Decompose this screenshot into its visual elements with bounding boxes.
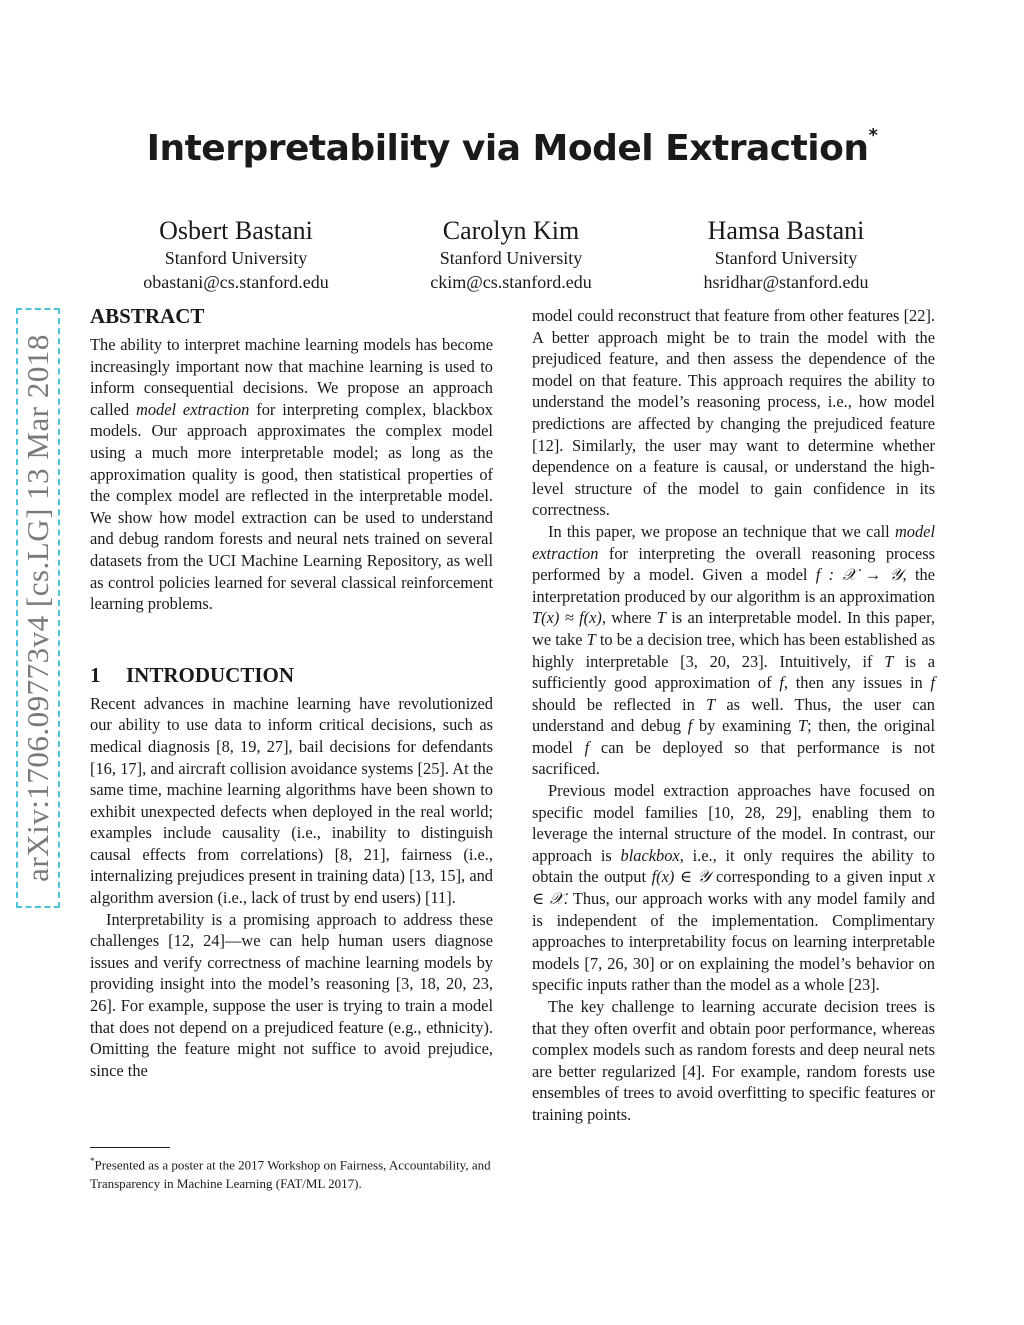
- section-number: 1: [90, 662, 101, 687]
- intro-paragraph-3: In this paper, we propose an technique that we call model extraction for interpreting the overall reasoning process performed by a model. Given a model f : 𝒳 → 𝒴, the interpretation produced by our algorithm is an approximation T(x) ≈ f(x), where T is an interpretable model. In this paper, we take T to be a decision tree, which has been established as highly interpretable [3, 20, 23]. Intuitively, if T is a sufficiently good approximation of f, then any issues in f should be reflected in T as well. Thus, the user can understand and debug f by examining T; then, the original model f can be deployed so that performance is not sacrificed.: [532, 521, 936, 779]
- intro-paragraph-5: The key challenge to learning accurate decision trees is that they often overfit and obtain poor performance, whereas complex models such as random forests and deep neural nets are better regularized [4]. For example, random forests use ensembles of trees to avoid overfitting to specific features or training points.: [532, 997, 935, 1124]
- abstract-paragraph: The ability to interpret machine learning models has become increasingly important now that machine learning is used to inform consequential decisions. We propose an approach called model extraction for interpreting complex, blackbox models. Our approach approximates the complex model using a much more interpretable model; as long as the approximation quality is good, then statistical properties of the complex model are reflected in the interpretable model. We show how model extraction can be used to understand and debug random forests and neural nets trained on several datasets from the UCI Machine Learning Repository, as well as control policies learned for several classical reinforcement learning problems.: [90, 335, 493, 614]
- author-block-2: [361, 216, 661, 294]
- author-email: hsridhar@stanford.edu: [703, 272, 869, 292]
- footnote-marker: *: [90, 1156, 95, 1166]
- left-column: [90, 302, 493, 1081]
- author-name: Carolyn Kim: [442, 216, 580, 245]
- intro-paragraph-4: Previous model extraction approaches have focused on specific model families [10, 28, 29], enabling them to leverage the internal structure of the model. In contrast, our approach is blackbox, i.e., it only requires the ability to obtain the output f(x) ∈ 𝒴 corresponding to a given input x ∈ 𝒳. Thus, our approach works with any model family and is independent of the implementation. Complimentary approaches to interpretability focus on learning interpretable models [7, 26, 30] or on explaining the model’s behavior on specific inputs rather than the model as a whole [23].: [532, 781, 936, 995]
- section-title: INTRODUCTION: [126, 662, 295, 687]
- right-column: [532, 305, 935, 1126]
- author-name: Hamsa Bastani: [707, 216, 865, 245]
- footnote-text: Presented as a poster at the 2017 Workshop on Fairness, Accountability, and Transparency in Machine Learning (FAT/ML 2017).: [90, 1157, 491, 1192]
- author-email: ckim@cs.stanford.edu: [430, 272, 592, 292]
- paper-title-block: [0, 125, 1024, 169]
- intro-paragraph-2: Interpretability is a promising approach to address these challenges [12, 24]—we can help human users diagnose issues and verify correctness of machine learning models by providing insight into the model’s reasoning [3, 18, 20, 23, 26]. For example, suppose the user is trying to train a model that does not depend on a prejudiced feature (e.g., ethnicity). Omitting the feature might not suffice to avoid prejudice, since the: [90, 909, 493, 1080]
- arxiv-identifier-stamp: [16, 308, 60, 908]
- paper-title: Interpretability via Model Extraction: [146, 128, 869, 169]
- abstract-heading: ABSTRACT: [90, 304, 205, 328]
- intro-paragraph-2-continued: model could reconstruct that feature from other features [22]. A better approach might be to train the model with the prejudiced feature, and then assess the dependence of the model on that feature. This approach requires the ability to understand the model’s reasoning process, i.e., how model predictions are affected by changing the prejudiced feature [12]. Similarly, the user may want to determine whether dependence on a feature is causal, or understand the high-level structure of the model to gain confidence in its correctness.: [532, 306, 935, 520]
- title-footnote-marker: *: [868, 125, 878, 146]
- author-affiliation: Stanford University: [439, 248, 583, 268]
- arxiv-identifier: arXiv:1706.09773v4 [cs.LG] 13 Mar 2018: [20, 334, 56, 882]
- author-block-1: [86, 216, 386, 294]
- footnote: [90, 1152, 493, 1193]
- intro-paragraph-1: Recent advances in machine learning have revolutionized our ability to use data to inform critical decisions, such as medical diagnosis [8, 19, 27], bail decisions for defendants [16, 17], and aircraft collision avoidance systems [25]. At the same time, machine learning algorithms have been shown to exhibit unexpected defects when deployed in the real world; examples include causality (i.e., inability to distinguish causal effects from correlations) [8, 21], fairness (i.e., internalizing prejudices present in training data) [13, 15], and algorithm aversion (i.e., lack of trust by end users) [11].: [90, 693, 493, 908]
- footnote-divider: [90, 1147, 170, 1148]
- author-affiliation: Stanford University: [164, 248, 308, 268]
- author-email: obastani@cs.stanford.edu: [143, 272, 329, 292]
- author-block-3: [636, 216, 936, 294]
- author-affiliation: Stanford University: [714, 248, 858, 268]
- introduction-heading: [90, 661, 493, 689]
- author-name: Osbert Bastani: [159, 216, 313, 245]
